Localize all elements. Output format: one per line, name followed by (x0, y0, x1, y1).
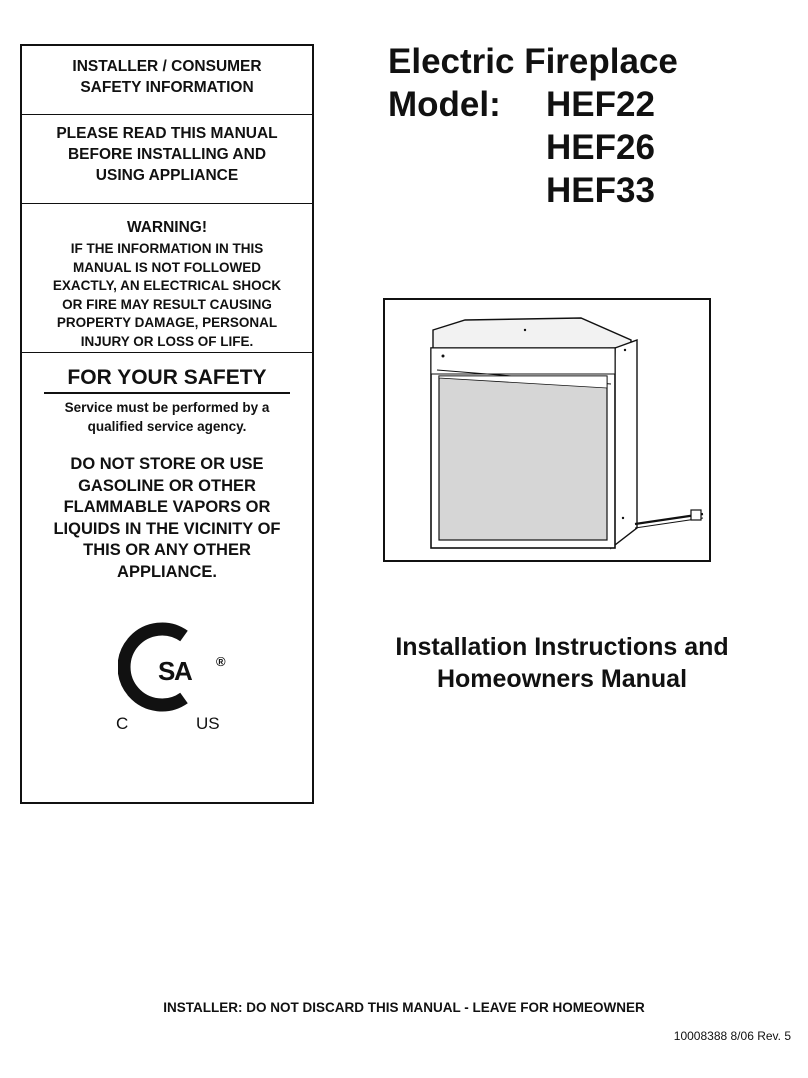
product-title: Electric Fireplace (388, 42, 678, 81)
warning-text (22, 240, 312, 351)
cert-c-mark: C (116, 714, 129, 733)
read-line: BEFORE INSTALLING AND (67, 146, 267, 163)
cert-us-mark: US (196, 714, 220, 733)
flammable-warning-line: GASOLINE OR OTHER (78, 476, 256, 495)
flammable-warning-line: APPLIANCE. (117, 562, 217, 581)
model-list (546, 83, 655, 212)
electric-fireplace-icon (385, 300, 709, 560)
warning-section (22, 204, 312, 353)
warning-line: INJURY OR LOSS OF LIFE. (80, 333, 254, 349)
flammable-warning-line: THIS OR ANY OTHER (83, 541, 251, 559)
safety-subtitle (22, 398, 312, 436)
safety-sub-line: Service must be performed by a (64, 400, 270, 415)
safety-section (22, 353, 312, 583)
model-number: HEF22 (546, 85, 655, 124)
installer-section (22, 46, 312, 115)
installer-line: INSTALLER / CONSUMER (72, 58, 262, 75)
warning-line: OR FIRE MAY RESULT CAUSING (62, 296, 272, 312)
model-number: HEF26 (546, 128, 655, 167)
csa-logo-icon (118, 622, 228, 712)
read-line: USING APPLIANCE (95, 167, 239, 184)
installer-footer-note: INSTALLER: DO NOT DISCARD THIS MANUAL - LEAVE FOR HOMEOWNER (163, 1000, 645, 1015)
warning-line: EXACTLY, AN ELECTRICAL SHOCK (52, 278, 282, 293)
warning-title: WARNING! (126, 219, 208, 236)
warning-line: PROPERTY DAMAGE, PERSONAL (56, 315, 278, 330)
installer-line: SAFETY INFORMATION (80, 79, 254, 96)
flammable-warning-line: FLAMMABLE VAPORS OR (63, 498, 271, 516)
warning-line: IF THE INFORMATION IN THIS (70, 241, 264, 256)
safety-info-box (20, 44, 314, 804)
warning-line: MANUAL IS NOT FOLLOWED (73, 259, 261, 275)
svg-text:S: S (158, 656, 176, 686)
manual-title (372, 631, 752, 695)
read-line: PLEASE READ THIS MANUAL (56, 125, 278, 142)
read-manual-section (22, 115, 312, 204)
model-number: HEF33 (546, 171, 655, 210)
flammable-warning-line: LIQUIDS IN THE VICINITY OF (53, 519, 281, 538)
safety-sub-line: qualified service agency. (87, 419, 247, 434)
manual-title-line: Installation Instructions and (395, 633, 729, 661)
safety-title: FOR YOUR SAFETY (44, 365, 290, 394)
manual-title-line: Homeowners Manual (436, 665, 688, 693)
fireplace-illustration-frame (383, 298, 711, 562)
document-number: 10008388 8/06 Rev. 5 (673, 1029, 791, 1043)
flammable-warning-line: DO NOT STORE OR USE (70, 455, 264, 473)
registered-mark: ® (216, 654, 226, 669)
model-label: Model: (388, 85, 501, 124)
svg-text:A: A (174, 656, 193, 686)
flammable-warning (22, 454, 312, 583)
